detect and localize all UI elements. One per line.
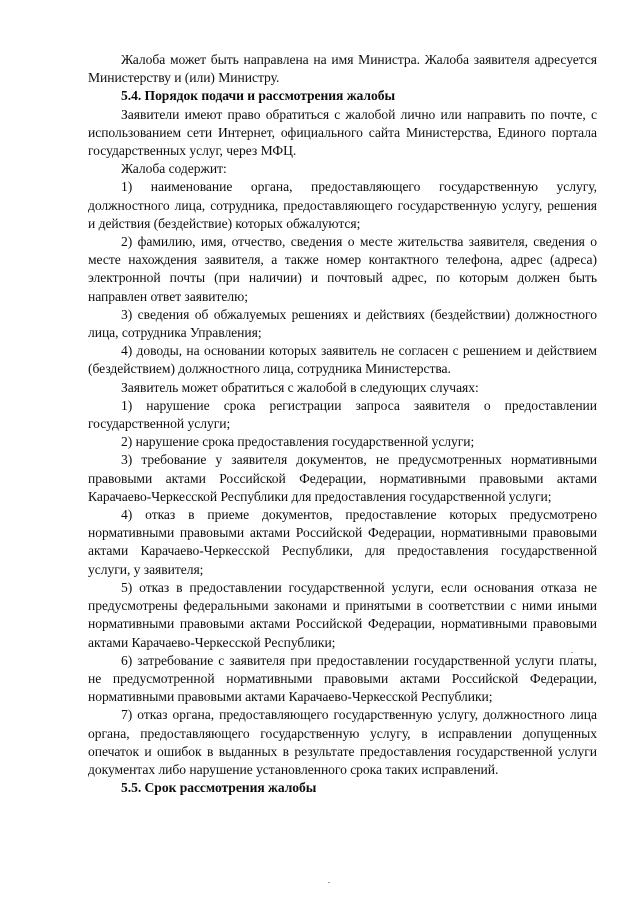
paragraph-filing-methods: Заявители имеют право обратиться с жалобой лично или направить по почте, с использованием сети Интернет, официального сайта Министерства, Единого портала государственных услуг, через МФЦ. xyxy=(88,106,597,159)
list-item-case-3: 3) требование у заявителя документов, не предусмотренных нормативными правовыми актами Российской Федерации, нормативными правовыми актами Карачаево-Черкесской Республики для предоставления государственной услуги; xyxy=(88,452,597,504)
document-body xyxy=(88,51,597,797)
list-item-contents-3: 3) сведения об обжалуемых решениях и действиях (бездействии) должностного лица, сотрудника Управления; xyxy=(88,306,597,341)
paragraph-complaint-contents-intro: Жалоба содержит: xyxy=(121,161,227,177)
list-item-case-1: 1) нарушение срока регистрации запроса заявителя о предоставлении государственной услуги; xyxy=(88,397,597,432)
paragraph-complaint-addressee: Жалоба может быть направлена на имя Министра. Жалоба заявителя адресуется Министерству и (или) Министру. xyxy=(88,52,597,86)
section-heading-5-5: 5.5. Срок рассмотрения жалобы xyxy=(121,780,317,796)
list-item-case-2: 2) нарушение срока предоставления государственной услуги; xyxy=(121,434,475,450)
list-item-case-6: 6) затребование с заявителя при предоставлении государственной услуги платы, не предусмотренной нормативными правовыми актами Российской Федерации, нормативными правовыми актами Карачаево-Черкесской Республики; xyxy=(88,652,597,705)
paragraph-cases-intro: Заявитель может обратиться с жалобой в следующих случаях: xyxy=(121,379,479,395)
list-item-case-7: 7) отказ органа, предоставляющего государственную услугу, должностного лица органа, предоставляющего государственную услугу, в исправлении допущенных опечаток и ошибок в выданных в результате предоставления государственной услуги документах либо нарушение установленного срока таких исправлений. xyxy=(88,707,597,777)
list-item-contents-1: 1) наименование органа, предоставляющего государственную услугу, должностного лица, сотрудника, предоставляющего государственную услугу, решения и действия (бездействие) которых обжалуются; xyxy=(88,179,597,231)
scan-speck xyxy=(328,882,330,883)
list-item-contents-2: 2) фамилию, имя, отчество, сведения о месте жительства заявителя, сведения о месте нахождения заявителя, а также номер контактного телефона, адрес (адреса) электронной почты (при наличии) и почтовый адрес, по которым должен быть направлен ответ заявителю; xyxy=(88,234,597,304)
list-item-contents-4: 4) доводы, на основании которых заявитель не согласен с решением и действием (бездействием) должностного лица, сотрудника Министерства. xyxy=(88,343,597,377)
list-item-case-5: 5) отказ в предоставлении государственной услуги, если основания отказа не предусмотрены федеральными законами и принятыми в соответствии с ними иными нормативными правовыми актами Российской Федерации, нормативными правовыми актами Карачаево-Черкесской Республики; xyxy=(88,579,597,650)
list-item-case-4: 4) отказ в приеме документов, предоставление которых предусмотрено нормативными правовыми актами Российской Федерации, нормативными правовыми актами Карачаево-Черкесской Республики, для предоставления государственной услуги, у заявителя; xyxy=(88,507,597,577)
scan-speck xyxy=(571,652,573,653)
section-heading-5-4: 5.4. Порядок подачи и рассмотрения жалобы xyxy=(121,88,396,104)
